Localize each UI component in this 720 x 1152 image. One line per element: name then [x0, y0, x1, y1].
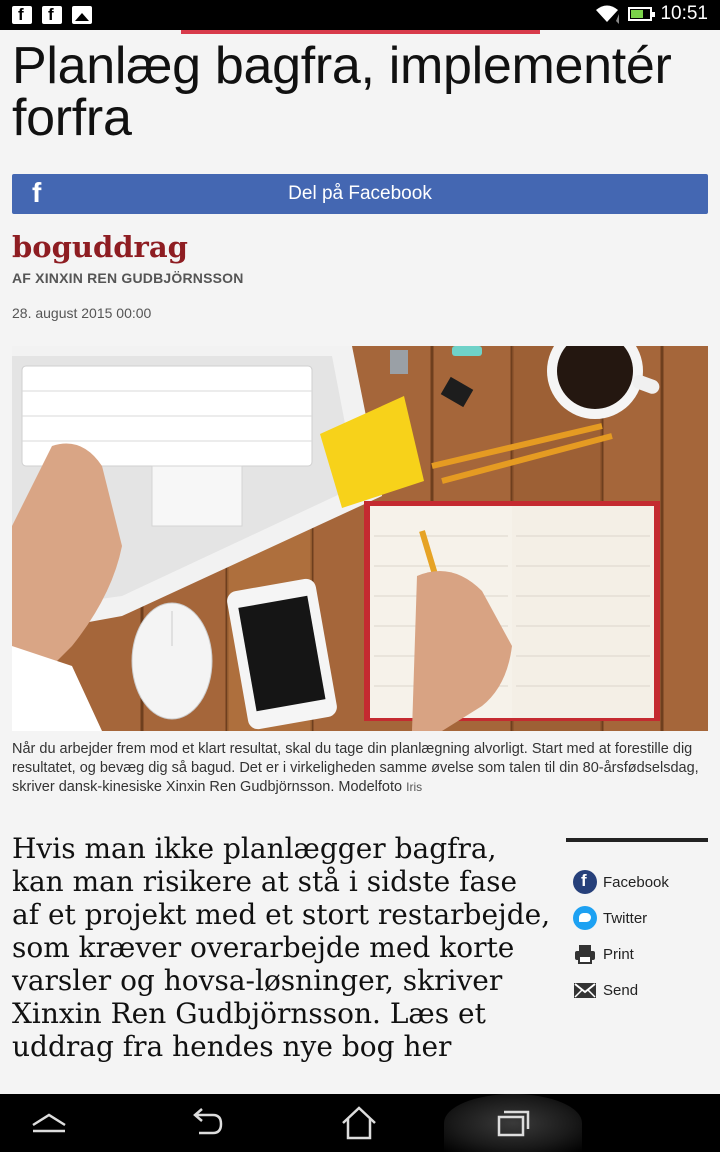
print-icon [573, 942, 597, 966]
battery-icon [628, 7, 652, 21]
system-icons [594, 3, 708, 25]
facebook-icon [573, 870, 597, 894]
share-label: Print [603, 945, 634, 963]
mail-icon [573, 978, 597, 1002]
article-headline: Planlæg bagfra, implementér forfra [12, 37, 672, 147]
back-icon [187, 1107, 227, 1139]
twitter-icon [573, 906, 597, 930]
clock: 10:51 [660, 3, 708, 24]
home-icon [339, 1105, 379, 1141]
notification-icons [12, 6, 92, 24]
share-print[interactable] [566, 936, 708, 972]
facebook-share-button[interactable] [12, 174, 708, 214]
status-bar [0, 0, 720, 30]
photo-credit: Iris [406, 779, 423, 794]
facebook-icon [42, 6, 62, 24]
share-label: Twitter [603, 909, 648, 927]
section-label[interactable]: boguddrag [12, 230, 188, 264]
facebook-icon: f [32, 177, 42, 208]
home-button[interactable] [314, 1094, 404, 1152]
share-twitter[interactable] [566, 900, 708, 936]
share-send[interactable] [566, 972, 708, 1008]
gallery-icon [72, 6, 92, 24]
share-panel [566, 838, 708, 1008]
back-button[interactable] [162, 1094, 252, 1152]
article-lead: Hvis man ikke planlægger bagfra, kan man risikere at stå i sidste fase af et projekt med et stort restarbejde, som kræver overarbejde med korte varsler og hovsa-løsninger, skriver Xinxin Ren Gudbjörnsson. Læs et uddrag fra hendes nye bog her [12, 832, 551, 1064]
recent-apps-icon [493, 1107, 533, 1139]
facebook-icon [12, 6, 32, 24]
article-photo [12, 346, 708, 731]
page-progress-bar [181, 30, 540, 34]
caption-text: Når du arbejder frem mod et klart resultat, skal du tage din planlægning alvorligt. Start med at forestille dig resultatet, og bevæg dig så bagud. Det er i virkeligheden samme øvelse som talen til din 80-årsfødselsdag, skriver dansk-kinesiske Xinxin Ren Gudbjörnsson. Modelfoto [12, 741, 699, 795]
facebook-share-label: Del på Facebook [288, 183, 432, 204]
wifi-icon [594, 4, 620, 24]
photo-caption [12, 740, 708, 797]
collapse-button[interactable] [4, 1094, 94, 1152]
share-label: Send [603, 981, 639, 999]
publish-date: 28. august 2015 00:00 [12, 305, 152, 321]
author-byline[interactable]: AF XINXIN REN GUDBJÖRNSSON [12, 270, 244, 286]
share-facebook[interactable] [566, 864, 708, 900]
recent-apps-button[interactable] [468, 1094, 558, 1152]
navigation-bar [0, 1094, 720, 1152]
collapse-icon [29, 1109, 69, 1137]
share-label: Facebook [603, 873, 669, 891]
